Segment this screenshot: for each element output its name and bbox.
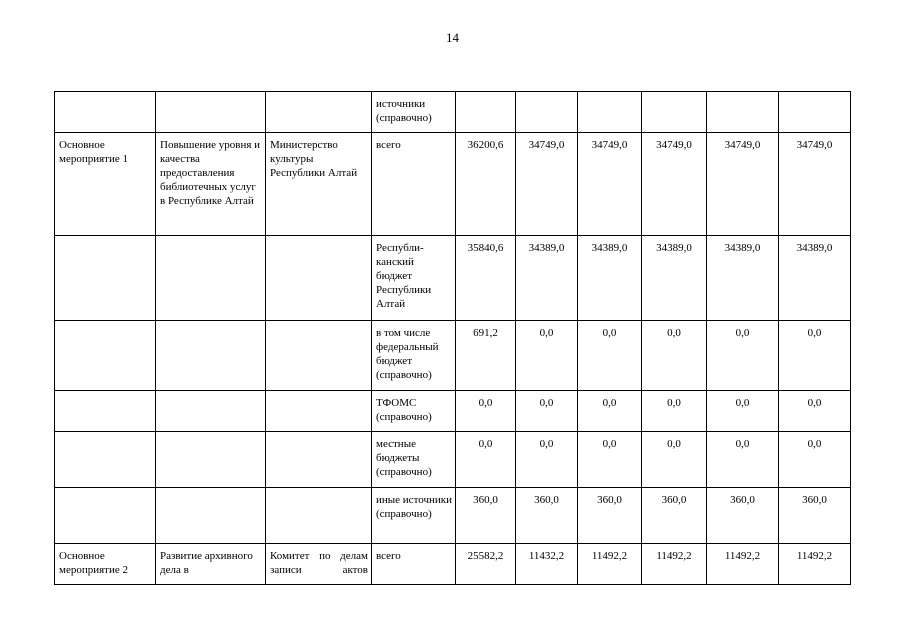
value-cell: 360,0 [578,488,642,544]
measure-name-cell: Развитие архивного дела в [156,544,266,585]
value-cell: 34389,0 [578,236,642,321]
budget-table [54,91,851,585]
value-cell: 360,0 [456,488,516,544]
executor-cell [266,488,372,544]
value-cell [642,92,707,133]
table-row [55,236,851,321]
value-cell: 34389,0 [642,236,707,321]
measure-name-cell [156,432,266,488]
value-cell: 34749,0 [707,133,779,236]
value-cell: 11432,2 [516,544,578,585]
table-row [55,133,851,236]
value-cell [578,92,642,133]
value-cell [707,92,779,133]
measure-cell: Основное мероприятие 2 [55,544,156,585]
executor-cell: Комитет по делам записи актов [266,544,372,585]
measure-name-cell [156,236,266,321]
value-cell: 691,2 [456,321,516,391]
value-cell: 0,0 [779,432,851,488]
table-row [55,321,851,391]
value-cell [456,92,516,133]
measure-name-cell [156,488,266,544]
measure-name-cell [156,92,266,133]
measure-name-cell [156,391,266,432]
funding-source-cell: Республи-канский бюджет Республики Алтай [372,236,456,321]
measure-cell [55,488,156,544]
measure-name-cell [156,321,266,391]
value-cell: 34389,0 [779,236,851,321]
value-cell: 0,0 [578,321,642,391]
value-cell: 360,0 [707,488,779,544]
table-row [55,92,851,133]
executor-cell: Министерство культуры Республики Алтай [266,133,372,236]
value-cell [779,92,851,133]
value-cell: 0,0 [642,432,707,488]
value-cell: 0,0 [707,321,779,391]
table-row [55,432,851,488]
value-cell: 0,0 [516,321,578,391]
measure-cell [55,92,156,133]
table-row [55,544,851,585]
value-cell: 0,0 [578,391,642,432]
value-cell: 0,0 [707,432,779,488]
value-cell: 36200,6 [456,133,516,236]
value-cell: 25582,2 [456,544,516,585]
table-body [55,92,851,585]
value-cell: 0,0 [516,391,578,432]
value-cell: 34749,0 [642,133,707,236]
value-cell: 360,0 [642,488,707,544]
value-cell: 34749,0 [779,133,851,236]
value-cell: 360,0 [516,488,578,544]
value-cell: 34749,0 [578,133,642,236]
table-row [55,488,851,544]
value-cell: 34389,0 [516,236,578,321]
funding-source-cell: всего [372,544,456,585]
value-cell: 11492,2 [779,544,851,585]
value-cell: 0,0 [516,432,578,488]
funding-source-cell: ТФОМС (справочно) [372,391,456,432]
executor-cell [266,432,372,488]
measure-cell [55,391,156,432]
measure-cell [55,321,156,391]
value-cell: 360,0 [779,488,851,544]
executor-cell [266,236,372,321]
funding-source-cell: всего [372,133,456,236]
funding-source-cell: местные бюджеты (справочно) [372,432,456,488]
value-cell: 0,0 [642,321,707,391]
value-cell: 0,0 [456,391,516,432]
value-cell: 34389,0 [707,236,779,321]
value-cell [516,92,578,133]
value-cell: 34749,0 [516,133,578,236]
funding-source-cell: источники (справочно) [372,92,456,133]
executor-cell [266,391,372,432]
value-cell: 0,0 [779,321,851,391]
value-cell: 11492,2 [578,544,642,585]
value-cell: 0,0 [578,432,642,488]
value-cell: 11492,2 [707,544,779,585]
value-cell: 11492,2 [642,544,707,585]
value-cell: 0,0 [642,391,707,432]
funding-source-cell: в том числе федеральный бюджет (справочно) [372,321,456,391]
executor-cell [266,321,372,391]
measure-cell [55,236,156,321]
value-cell: 0,0 [456,432,516,488]
value-cell: 0,0 [779,391,851,432]
executor-cell [266,92,372,133]
value-cell: 35840,6 [456,236,516,321]
funding-source-cell: иные источники (справочно) [372,488,456,544]
table-row [55,391,851,432]
measure-cell [55,432,156,488]
measure-cell: Основное мероприятие 1 [55,133,156,236]
page-number: 14 [446,30,459,45]
value-cell: 0,0 [707,391,779,432]
measure-name-cell: Повышение уровня и качества предоставления библиотечных услуг в Республике Алтай [156,133,266,236]
